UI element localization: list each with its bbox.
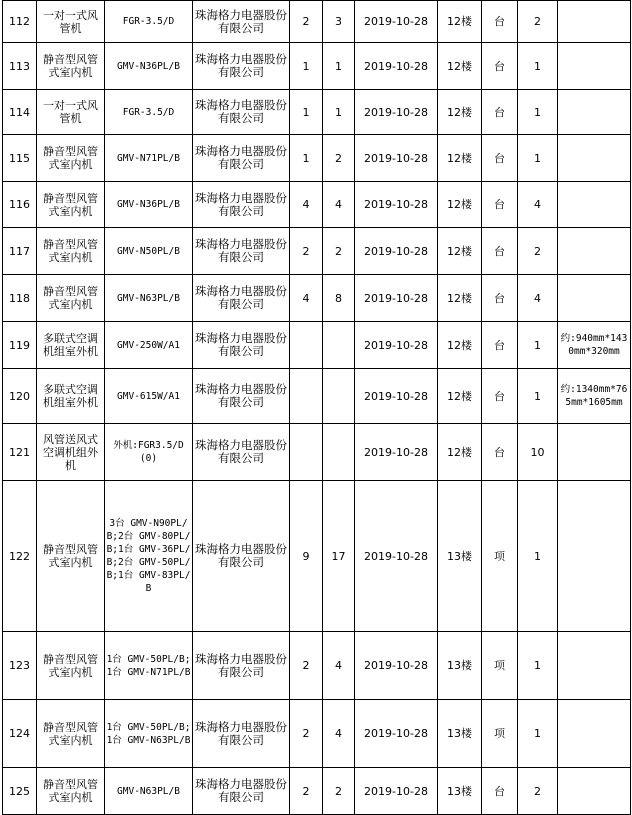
cell-date: 2019-10-28 [355, 1, 438, 43]
cell-model: GMV-250W/A1 [105, 322, 193, 369]
cell-a: 1 [290, 90, 323, 135]
table-row [3, 700, 631, 768]
cell-maker: 珠海格力电器股份有限公司 [193, 43, 290, 90]
cell-name: 静音型风管式室内机 [37, 632, 105, 700]
cell-date: 2019-10-28 [355, 135, 438, 182]
cell-note [558, 632, 631, 700]
cell-unit: 台 [482, 228, 518, 275]
cell-name: 风管送风式空调机组外机 [37, 424, 105, 481]
table-row [3, 182, 631, 228]
cell-b: 1 [323, 90, 355, 135]
cell-model: GMV-N71PL/B [105, 135, 193, 182]
cell-date: 2019-10-28 [355, 700, 438, 768]
cell-note [558, 43, 631, 90]
cell-unit: 台 [482, 768, 518, 815]
cell-a: 1 [290, 135, 323, 182]
cell-qty: 1 [518, 632, 558, 700]
table-row [3, 481, 631, 632]
cell-name: 一对一式风管机 [37, 1, 105, 43]
cell-a: 2 [290, 700, 323, 768]
cell-no: 113 [3, 43, 37, 90]
cell-qty: 1 [518, 322, 558, 369]
cell-unit: 台 [482, 369, 518, 424]
cell-no: 117 [3, 228, 37, 275]
cell-model: GMV-N36PL/B [105, 43, 193, 90]
cell-date: 2019-10-28 [355, 481, 438, 632]
cell-floor: 12楼 [438, 182, 482, 228]
cell-no: 125 [3, 768, 37, 815]
cell-qty: 4 [518, 182, 558, 228]
cell-model: FGR-3.5/D [105, 1, 193, 43]
cell-b: 2 [323, 135, 355, 182]
cell-maker: 珠海格力电器股份有限公司 [193, 135, 290, 182]
cell-note [558, 90, 631, 135]
cell-unit: 台 [482, 1, 518, 43]
cell-model: GMV-N36PL/B [105, 182, 193, 228]
cell-note [558, 424, 631, 481]
cell-model: 1台 GMV-50PL/B;1台 GMV-N71PL/B [105, 632, 193, 700]
cell-a [290, 424, 323, 481]
table-row [3, 369, 631, 424]
cell-model: GMV-N50PL/B [105, 228, 193, 275]
cell-date: 2019-10-28 [355, 369, 438, 424]
cell-no: 114 [3, 90, 37, 135]
cell-date: 2019-10-28 [355, 275, 438, 322]
cell-maker: 珠海格力电器股份有限公司 [193, 90, 290, 135]
cell-maker: 珠海格力电器股份有限公司 [193, 228, 290, 275]
cell-model: GMV-615W/A1 [105, 369, 193, 424]
cell-name: 一对一式风管机 [37, 90, 105, 135]
cell-floor: 12楼 [438, 228, 482, 275]
cell-a: 2 [290, 768, 323, 815]
cell-note [558, 1, 631, 43]
cell-floor: 12楼 [438, 369, 482, 424]
cell-unit: 项 [482, 481, 518, 632]
cell-a [290, 322, 323, 369]
cell-a: 2 [290, 1, 323, 43]
cell-a: 4 [290, 182, 323, 228]
cell-note [558, 135, 631, 182]
cell-b: 8 [323, 275, 355, 322]
cell-no: 123 [3, 632, 37, 700]
cell-date: 2019-10-28 [355, 228, 438, 275]
cell-maker: 珠海格力电器股份有限公司 [193, 275, 290, 322]
cell-name: 多联式空调机组室外机 [37, 369, 105, 424]
cell-note [558, 182, 631, 228]
cell-maker: 珠海格力电器股份有限公司 [193, 322, 290, 369]
table-row [3, 322, 631, 369]
table-row [3, 1, 631, 43]
cell-note [558, 228, 631, 275]
cell-maker: 珠海格力电器股份有限公司 [193, 768, 290, 815]
cell-date: 2019-10-28 [355, 322, 438, 369]
cell-b [323, 322, 355, 369]
inventory-table-body [3, 1, 631, 815]
cell-date: 2019-10-28 [355, 43, 438, 90]
cell-a: 2 [290, 228, 323, 275]
table-row [3, 135, 631, 182]
cell-note: 约:1340mm*765mm*1605mm [558, 369, 631, 424]
cell-qty: 1 [518, 481, 558, 632]
cell-maker: 珠海格力电器股份有限公司 [193, 1, 290, 43]
cell-b: 4 [323, 632, 355, 700]
cell-b: 2 [323, 228, 355, 275]
cell-a [290, 369, 323, 424]
cell-name: 静音型风管式室内机 [37, 275, 105, 322]
cell-b: 3 [323, 1, 355, 43]
cell-date: 2019-10-28 [355, 768, 438, 815]
cell-floor: 12楼 [438, 1, 482, 43]
cell-date: 2019-10-28 [355, 424, 438, 481]
cell-a: 9 [290, 481, 323, 632]
cell-floor: 12楼 [438, 424, 482, 481]
cell-no: 116 [3, 182, 37, 228]
cell-model: GMV-N63PL/B [105, 275, 193, 322]
cell-model: 1台 GMV-50PL/B;1台 GMV-N63PL/B [105, 700, 193, 768]
cell-floor: 13楼 [438, 768, 482, 815]
table-row [3, 632, 631, 700]
cell-no: 118 [3, 275, 37, 322]
cell-name: 多联式空调机组室外机 [37, 322, 105, 369]
cell-unit: 台 [482, 322, 518, 369]
cell-unit: 台 [482, 90, 518, 135]
cell-no: 115 [3, 135, 37, 182]
cell-unit: 台 [482, 43, 518, 90]
cell-qty: 1 [518, 369, 558, 424]
cell-model: GMV-N63PL/B [105, 768, 193, 815]
cell-a: 4 [290, 275, 323, 322]
cell-maker: 珠海格力电器股份有限公司 [193, 424, 290, 481]
cell-b: 17 [323, 481, 355, 632]
cell-note [558, 768, 631, 815]
cell-note: 约:940mm*1430mm*320mm [558, 322, 631, 369]
cell-qty: 1 [518, 135, 558, 182]
cell-model: FGR-3.5/D [105, 90, 193, 135]
cell-no: 122 [3, 481, 37, 632]
cell-no: 119 [3, 322, 37, 369]
cell-maker: 珠海格力电器股份有限公司 [193, 700, 290, 768]
cell-unit: 台 [482, 135, 518, 182]
cell-name: 静音型风管式室内机 [37, 228, 105, 275]
cell-floor: 12楼 [438, 322, 482, 369]
cell-a: 1 [290, 43, 323, 90]
cell-no: 121 [3, 424, 37, 481]
cell-b: 2 [323, 768, 355, 815]
cell-floor: 13楼 [438, 632, 482, 700]
cell-b [323, 369, 355, 424]
cell-maker: 珠海格力电器股份有限公司 [193, 369, 290, 424]
cell-qty: 2 [518, 228, 558, 275]
cell-name: 静音型风管式室内机 [37, 768, 105, 815]
cell-floor: 12楼 [438, 135, 482, 182]
cell-unit: 台 [482, 182, 518, 228]
cell-unit: 台 [482, 424, 518, 481]
cell-a: 2 [290, 632, 323, 700]
cell-no: 124 [3, 700, 37, 768]
cell-unit: 台 [482, 275, 518, 322]
cell-maker: 珠海格力电器股份有限公司 [193, 182, 290, 228]
table-row [3, 275, 631, 322]
cell-floor: 13楼 [438, 700, 482, 768]
cell-no: 112 [3, 1, 37, 43]
cell-model: 3台 GMV-N90PL/B;2台 GMV-80PL/B;1台 GMV-36PL/B;2台 GMV-50PL/B;1台 GMV-83PL/B [105, 481, 193, 632]
cell-b: 4 [323, 182, 355, 228]
cell-name: 静音型风管式室内机 [37, 700, 105, 768]
cell-name: 静音型风管式室内机 [37, 135, 105, 182]
cell-maker: 珠海格力电器股份有限公司 [193, 481, 290, 632]
table-row [3, 228, 631, 275]
cell-model: 外机:FGR3.5/D(0) [105, 424, 193, 481]
inventory-table [2, 0, 631, 815]
cell-date: 2019-10-28 [355, 182, 438, 228]
cell-name: 静音型风管式室内机 [37, 182, 105, 228]
cell-b: 4 [323, 700, 355, 768]
cell-b: 1 [323, 43, 355, 90]
cell-unit: 项 [482, 632, 518, 700]
cell-qty: 1 [518, 43, 558, 90]
cell-floor: 12楼 [438, 275, 482, 322]
table-row [3, 768, 631, 815]
cell-note [558, 700, 631, 768]
cell-qty: 2 [518, 768, 558, 815]
cell-qty: 1 [518, 700, 558, 768]
cell-qty: 10 [518, 424, 558, 481]
cell-qty: 2 [518, 1, 558, 43]
cell-note [558, 481, 631, 632]
cell-floor: 12楼 [438, 90, 482, 135]
cell-unit: 项 [482, 700, 518, 768]
cell-qty: 4 [518, 275, 558, 322]
cell-maker: 珠海格力电器股份有限公司 [193, 632, 290, 700]
cell-date: 2019-10-28 [355, 632, 438, 700]
table-row [3, 43, 631, 90]
cell-name: 静音型风管式室内机 [37, 481, 105, 632]
table-row [3, 424, 631, 481]
cell-qty: 1 [518, 90, 558, 135]
cell-no: 120 [3, 369, 37, 424]
cell-name: 静音型风管式室内机 [37, 43, 105, 90]
cell-floor: 12楼 [438, 43, 482, 90]
cell-date: 2019-10-28 [355, 90, 438, 135]
cell-note [558, 275, 631, 322]
table-row [3, 90, 631, 135]
cell-b [323, 424, 355, 481]
cell-floor: 13楼 [438, 481, 482, 632]
